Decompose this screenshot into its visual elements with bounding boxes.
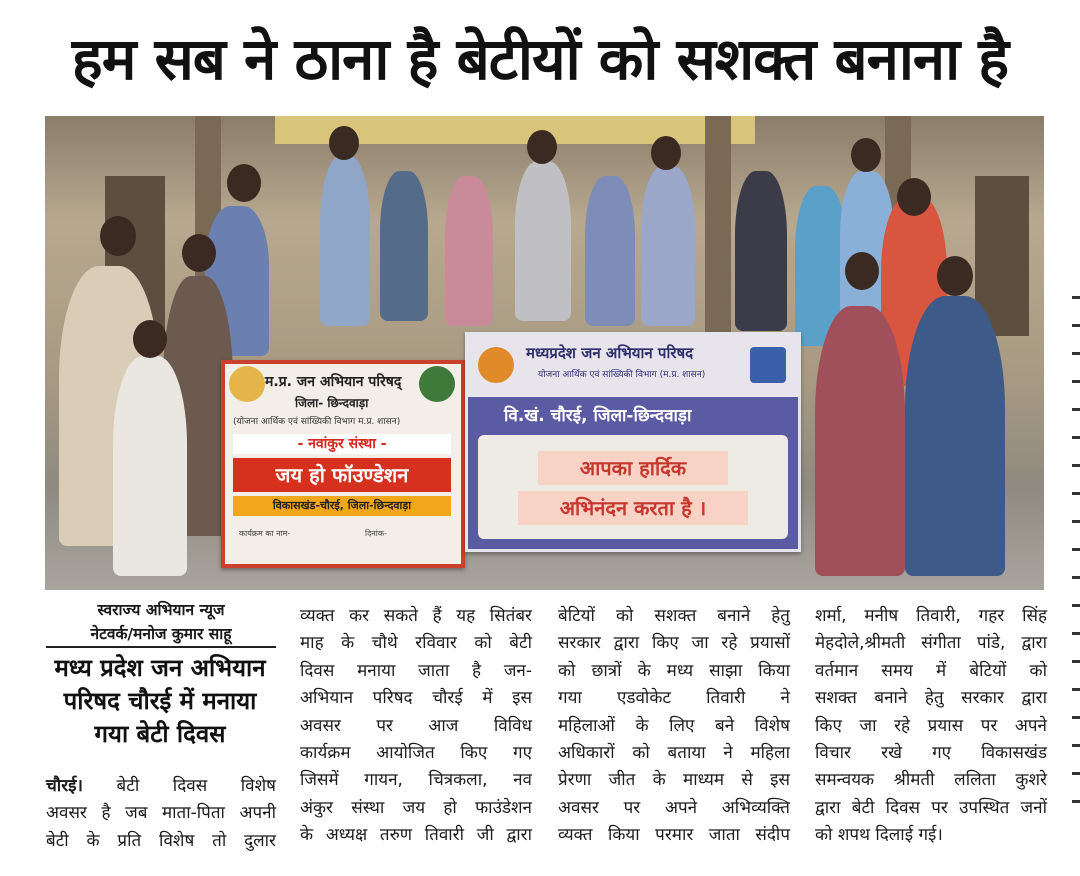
banner-right-header [468, 335, 798, 397]
article-column-4 [815, 603, 1047, 850]
pillar [705, 116, 731, 346]
text-line: मेहदोले,श्रीमती संगीता पांडे, द्वारा [815, 633, 1047, 654]
person [641, 166, 695, 326]
text-line: किए जा रहे प्रयास पर अपने [815, 715, 1047, 736]
text-line: बेटियों को सशक्त बनाने हेतु [558, 606, 790, 626]
headline: हम सब ने ठाना है बेटीयों को सशक्त बनाना है [71, 24, 1009, 93]
text-fragment [1072, 772, 1080, 775]
banner-right [465, 332, 801, 552]
text-fragment [1072, 548, 1080, 551]
dateline: चौरई। [46, 776, 83, 796]
subheadline-line1: मध्य प्रदेश जन अभियान [54, 654, 266, 682]
article-column-1 [46, 773, 276, 855]
head [937, 256, 973, 296]
text-line: गया एडवोकेट तिवारी ने [558, 688, 790, 709]
byline [46, 598, 276, 646]
banner-left-dept: (योजना आर्थिक एवं सांख्यिकी विभाग म.प्र. शासन) [233, 417, 401, 427]
person [380, 171, 428, 321]
banner-left-foundation: जय हो फॉउण्डेशन [233, 458, 451, 492]
logo-icon [750, 347, 786, 383]
banner-left-block: विकासखंड-चौरई, जिला-छिन्दवाड़ा [233, 496, 451, 516]
subheadline-line2: परिषद चौरई में मनाया [63, 687, 257, 715]
subheadline [42, 652, 278, 751]
text-line: अवसर पर अपने अभिव्यक्ति [558, 797, 790, 818]
banner-right-message [478, 435, 788, 539]
banner-left-org: - नवांकुर संस्था - [233, 434, 451, 454]
text-line: के अध्यक्ष तरुण तिवारी जी द्वारा [300, 825, 532, 846]
person [815, 306, 905, 576]
text-line: वर्तमान समय में बेटियों को [815, 660, 1047, 681]
text-line: जिसमें गायन, चित्रकला, नव [300, 770, 532, 791]
text-line: अभियान परिषद चौरई में इस [300, 688, 532, 709]
subheadline-line3: गया बेटी दिवस [94, 720, 226, 748]
person [905, 296, 1005, 576]
person [585, 176, 635, 326]
article-column-3 [558, 603, 790, 850]
text-line: को छात्रों के मध्य साझा किया [558, 660, 790, 681]
logo-icon [478, 347, 514, 383]
person [320, 156, 370, 326]
text-fragment [1072, 716, 1080, 719]
text-fragment [1072, 660, 1080, 663]
banner-right-block: वि.खं. चौरई, जिला-छिन्दवाड़ा [504, 406, 692, 426]
text-line: अवसर पर आज विविध [300, 715, 532, 736]
text-line: अधिकारों को बताया ने महिला [558, 743, 790, 764]
head [100, 216, 136, 256]
head [182, 234, 216, 272]
text-fragment [1072, 520, 1080, 523]
text-line: दिवस मनाया जाता है जन- [300, 660, 532, 681]
text-line: समन्वयक श्रीमती ललिता कुशरे [815, 770, 1047, 791]
head [845, 252, 879, 290]
head [227, 164, 261, 202]
text-fragment [1072, 800, 1080, 803]
text-fragment [1072, 408, 1080, 411]
text-fragment [1072, 632, 1080, 635]
byline-line2: नेटवर्क/मनोज कुमार साहू [90, 625, 232, 643]
logo-icon [419, 366, 455, 402]
text-fragment [1072, 576, 1080, 579]
text-line: अवसर है जब माता-पिता अपनी [46, 803, 276, 824]
banner-left-program-label: कार्यक्रम का नाम- [239, 529, 291, 538]
banner-right-message-line1: आपका हार्दिक [538, 451, 728, 485]
text-fragment [1072, 324, 1080, 327]
banner-left-title: म.प्र. जन अभियान परिषद् [265, 374, 402, 390]
text-line: प्रेरणा जीत के माध्यम से इस [558, 770, 790, 791]
banner-left-date-label: दिनांक- [365, 529, 387, 538]
banner-left-district: जिला- छिन्दवाड़ा [295, 396, 369, 410]
head [851, 138, 881, 172]
text-line: अंकुर संस्था जय हो फाउंडेशन [300, 797, 532, 818]
text-fragment [1072, 604, 1080, 607]
text-line: महिलाओं के लिए बने विशेष [558, 715, 790, 736]
text-line: सरकार द्वारा किए जा रहे प्रयासों [558, 633, 790, 654]
person [445, 176, 493, 326]
article-column-2 [300, 603, 532, 850]
text-fragment [1072, 464, 1080, 467]
text-fragment [1072, 436, 1080, 439]
head [651, 136, 681, 170]
byline-divider [46, 646, 276, 648]
text-fragment [1072, 492, 1080, 495]
text-line: व्यक्त कर सकते हैं यह सितंबर [300, 606, 532, 626]
text-line: शर्मा, मनीष तिवारी, गहर सिंह [815, 606, 1047, 626]
banner-left [221, 360, 465, 568]
text-line: द्वारा बेटी दिवस पर उपस्थित जनों [815, 797, 1047, 818]
text-line: विचार रखे गए विकासखंड [815, 743, 1047, 764]
banner-right-dept: योजना आर्थिक एवं सांख्यिकी विभाग (म.प्र. शासन) [538, 370, 706, 380]
person [113, 356, 187, 576]
head [133, 320, 167, 358]
head [897, 178, 931, 216]
adjacent-column-edge [1062, 280, 1080, 876]
text-fragment [1072, 352, 1080, 355]
head [527, 130, 557, 164]
banner-right-message-line2: अभिनंदन करता है । [518, 491, 748, 525]
text-line: व्यक्त किया परमार जाता संदीप [558, 825, 790, 846]
banner-right-title: मध्यप्रदेश जन अभियान परिषद [526, 344, 694, 362]
text-fragment [1072, 688, 1080, 691]
text-line: बेटी के प्रति विशेष तो दुलार [46, 830, 276, 851]
text-line: को शपथ दिलाई गई। [815, 825, 943, 846]
text-line: सशक्त बनाने हेतु सरकार द्वारा [815, 688, 1047, 709]
person [735, 171, 787, 331]
group-photo [45, 116, 1044, 590]
text-fragment [1072, 744, 1080, 747]
logo-icon [229, 366, 265, 402]
text-line: कार्यक्रम आयोजित किए गए [300, 743, 532, 764]
text-line: बेटी दिवस विशेष [116, 776, 277, 796]
text-line: माह के चौथे रविवार को बेटी [300, 633, 532, 654]
head [329, 126, 359, 160]
byline-line1: स्वराज्य अभियान न्यूज [97, 601, 225, 619]
text-fragment [1072, 296, 1080, 299]
text-fragment [1072, 380, 1080, 383]
person [515, 161, 571, 321]
